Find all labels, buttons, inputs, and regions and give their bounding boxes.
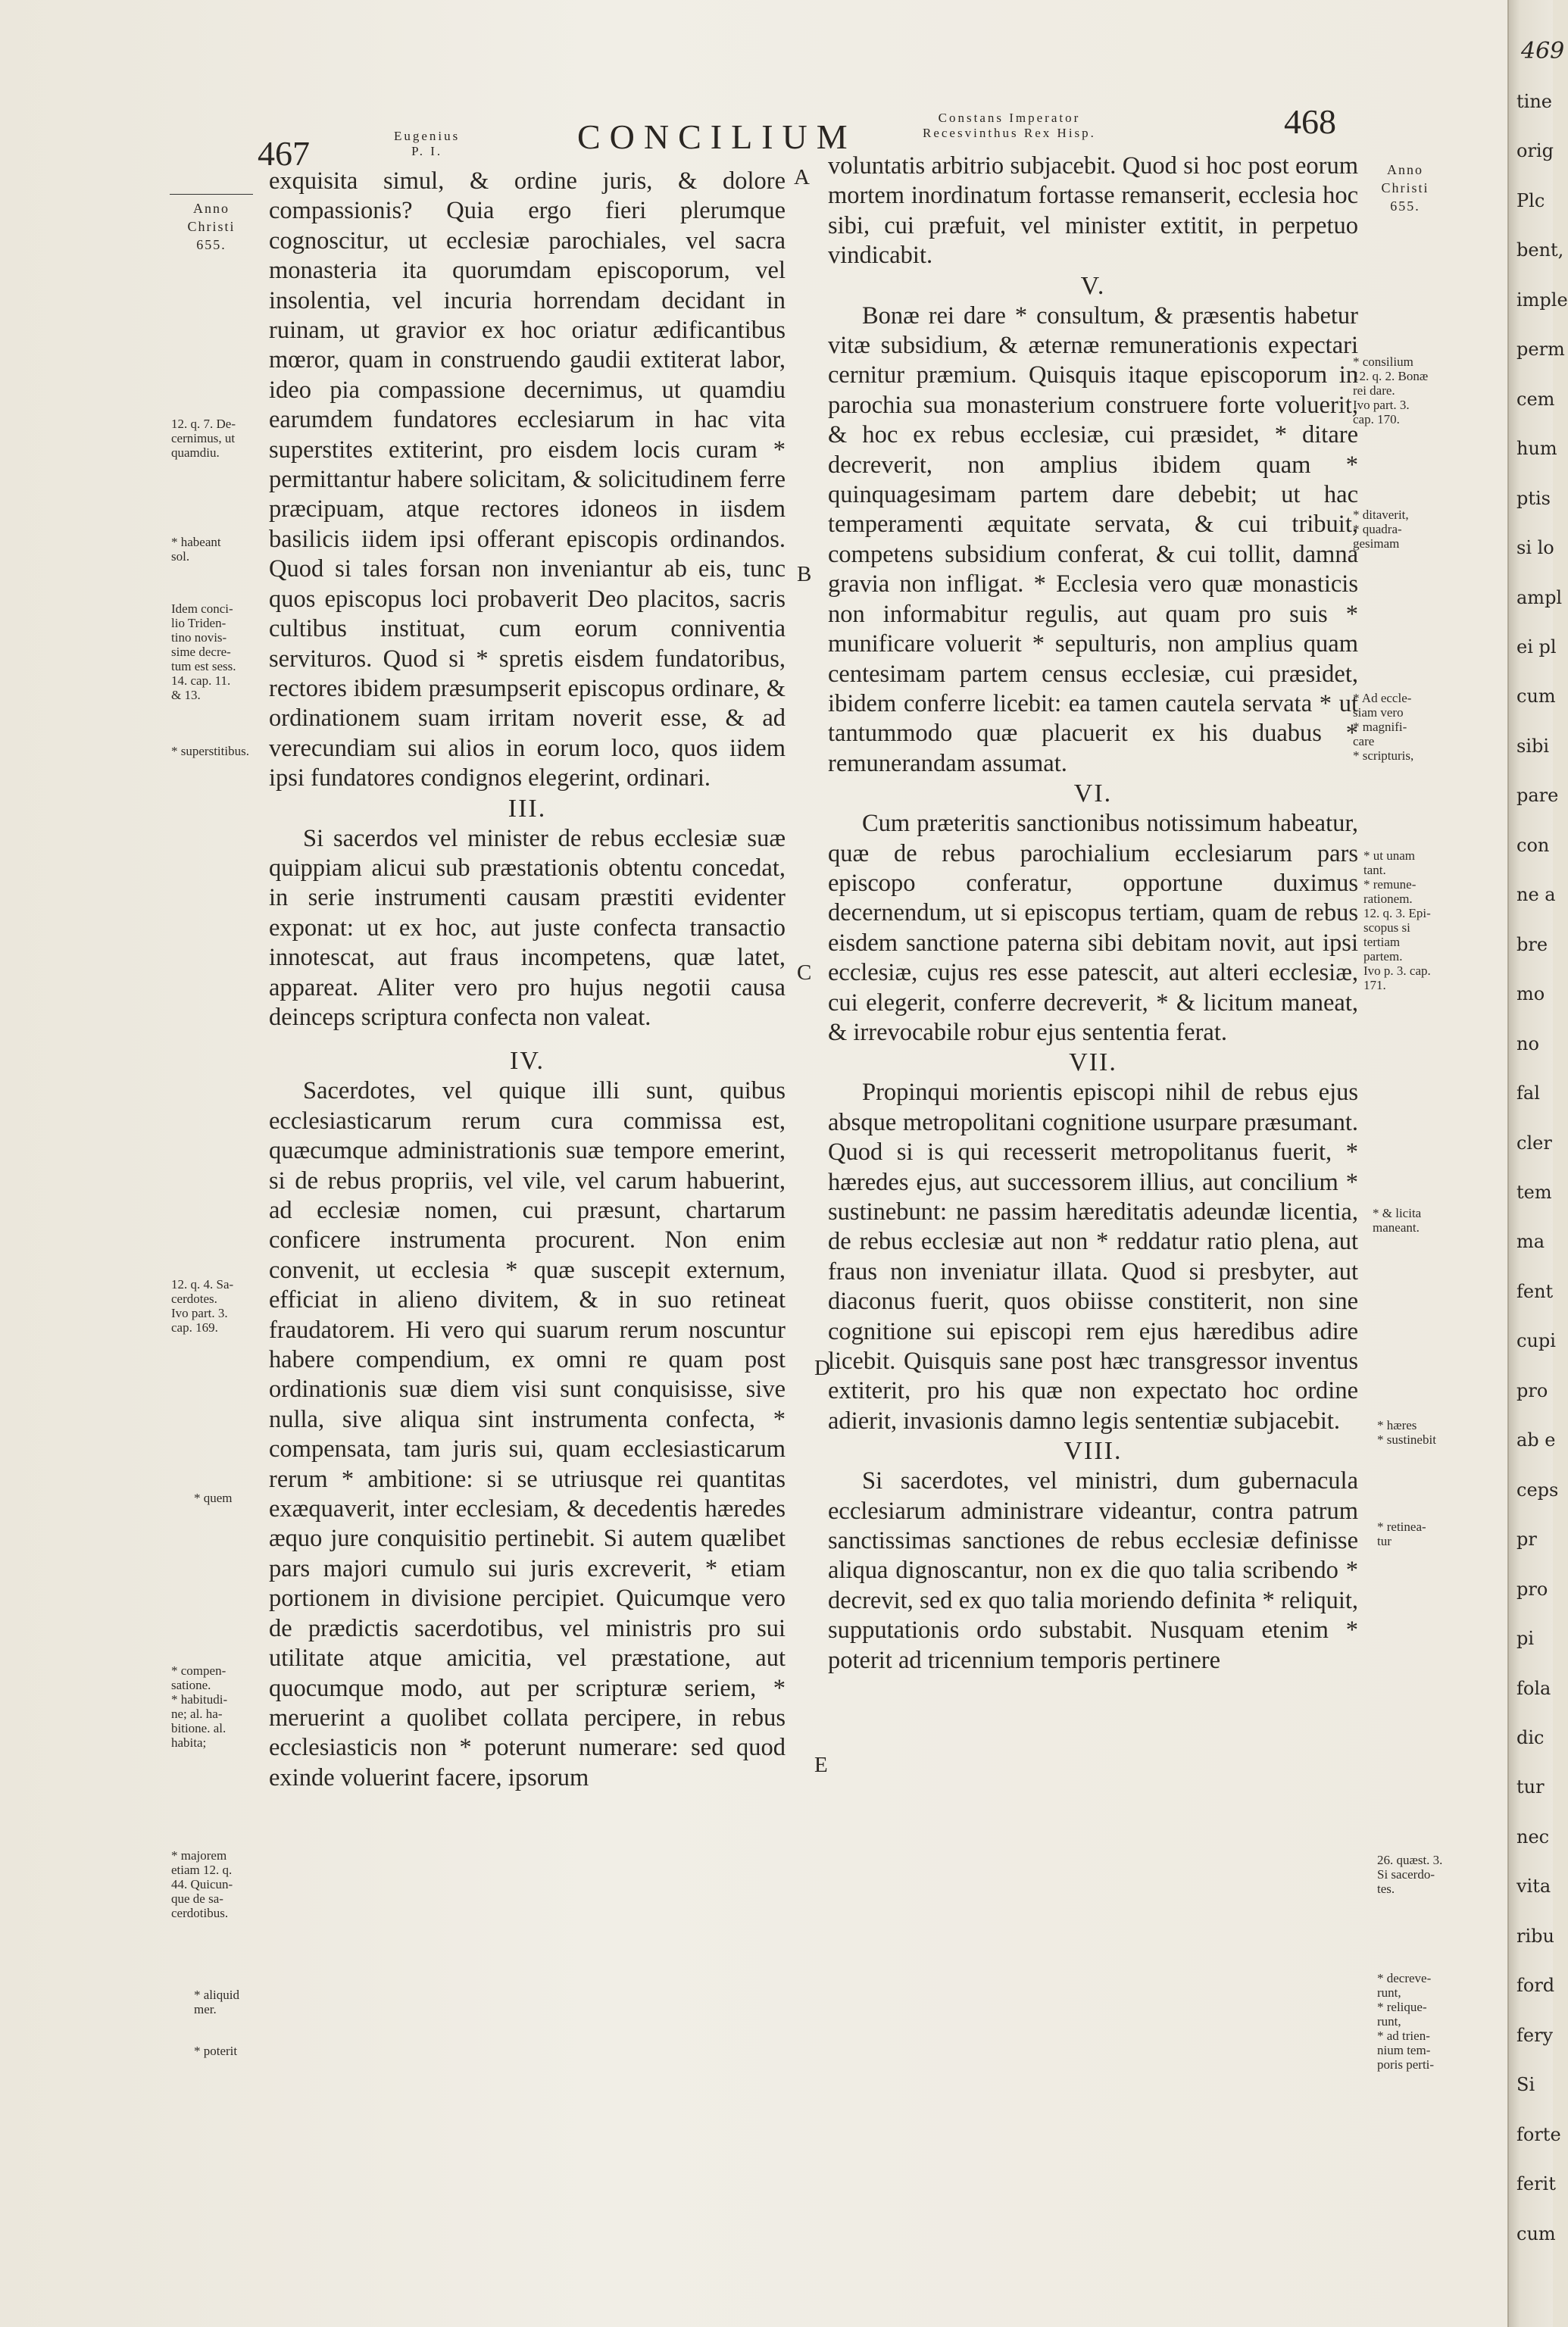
anno-year: 655.	[196, 237, 226, 252]
margin-note: 12. q. 7. De- cernimus, ut quamdiu.	[171, 417, 236, 460]
left-running-line1: Eugenius	[394, 129, 461, 143]
next-page-fragment: vita	[1516, 1876, 1551, 1897]
next-page-fragment: nec	[1516, 1826, 1550, 1848]
next-page-fragment: pro	[1516, 1380, 1548, 1401]
next-page-fragment: sibi	[1516, 736, 1550, 757]
margin-note: * ditaverit, * quadra- gesimam	[1353, 508, 1409, 551]
section-heading-vi: VI.	[1073, 779, 1113, 808]
next-page-fragment: no	[1516, 1033, 1539, 1054]
left-page-number: 467	[258, 134, 310, 173]
margin-letter-c: C	[797, 960, 812, 985]
next-page-fragment: dic	[1516, 1727, 1545, 1748]
margin-letter-d: D	[814, 1356, 830, 1380]
next-page-fragment: ab e	[1516, 1429, 1556, 1451]
margin-letter-b: B	[797, 562, 812, 586]
right-running-line1: Constans Imperator	[938, 111, 1081, 125]
margin-note: * consilium 12. q. 2. Bonæ rei dare. Ivo part. 3. cap. 170.	[1353, 355, 1429, 426]
paragraph-continued: exquisita simul, & ordine juris, & dolore compassionis? Quia ergo fieri plerumque cognoscitur, ut ecclesiæ parochiales, vel sacra monasteria ita quorumdam episcoporum, vel insolentia, vel incuria horrendam decidant in ruinam, ut gravior ex hoc oriatur ædificantibus mœror, quam in construendo gaudii extiterat labor, ideo pia compassione decernimus, ut quamdiu earumdem fundatores ecclesiarum in hac vita superstites extiterint, pro eisdem locis curam * permittantur habere solicitam, & solicitudinem ferre præcipuam, atque rectores idoneos in iisdem basilicis iidem ipsi offerant episcopis ordinandos. Quod si tales forsan non inveniantur ab eis, tunc quos episcopus loci probaverit Deo placitos, sacris cultibus instituat, cum eorum conniventia servituros. Quod si * spretis eisdem fundatoribus, rectores ibidem præsumpserit episcopus ordinare, & ordinationem suam irritam noverit esse, & ad verecundiam sui alios in eorum loco, quos iidem ipsi fundatores condignos elegerint, ordinari.	[269, 167, 786, 792]
anno-christi-left	[170, 194, 253, 254]
paragraph-vii: Propinqui morientis episcopi nihil de rebus ejus absque metropolitani cognitione usurpare præsumant. Quod si is qui recesserit metropolitanus fuerit, * hæredes ejus, aut successorem illius, aut concilium * sustinebunt: ne passim hæreditatis adeundæ licentia, de rebus ecclesiæ aut non * reddatur ratio plena, aut fraus non inveniatur illata. Quod si presbyter, aut diaconus fuerit, quos obiisse constiterit, non sine cognitione sui episcopi rem ejus hæredibus adire licebit. Quisquis sane post hæc transgressor inventus extiterit, pro his quæ non expectato hoc ordine adierit, invasionis damno legis sententiæ subjacebit.	[828, 1079, 1358, 1435]
margin-note: * retinea- tur	[1377, 1520, 1426, 1548]
margin-note: * hæres * sustinebit	[1377, 1418, 1436, 1447]
next-page-fragment: perm	[1516, 339, 1565, 360]
next-page-fragment: bent,	[1516, 239, 1564, 261]
next-page-fragment: mo	[1516, 983, 1545, 1004]
next-page-fragment: tine	[1516, 91, 1552, 112]
next-page-fragment: ribu	[1516, 1926, 1554, 1947]
anno-christi-right	[1363, 161, 1447, 215]
next-page-fragment: cupi	[1516, 1330, 1556, 1351]
next-page-fragment: ford	[1516, 1975, 1555, 1996]
margin-note: 12. q. 4. Sa- cerdotes. Ivo part. 3. cap. 169.	[171, 1277, 234, 1335]
margin-note: Idem conci- lio Triden- tino novis- sime decre- tum est sess. 14. cap. 11. & 13.	[171, 601, 236, 702]
margin-letter-a: A	[794, 165, 810, 189]
left-running-line2: P. I.	[411, 144, 443, 158]
next-page-fragment: pro	[1516, 1579, 1548, 1600]
next-page-fragment: fent	[1516, 1281, 1554, 1302]
anno-line1: Anno	[1387, 162, 1423, 177]
next-page-fragment: ptis	[1516, 488, 1551, 509]
right-column	[828, 151, 1358, 1676]
next-page-fragment: hum	[1516, 438, 1557, 459]
anno-line2: Christi	[187, 219, 236, 234]
margin-note: * aliquid mer.	[194, 1988, 239, 2016]
anno-rule	[170, 194, 253, 195]
margin-note: * Ad eccle- siam vero * magnifi- care * scripturis,	[1353, 691, 1414, 763]
margin-note: * compen- satione. * habitudi- ne; al. ha- bitione. al. habita;	[171, 1663, 228, 1750]
next-page-fragment: fal	[1516, 1082, 1540, 1104]
margin-note: * decreve- runt, * relique- runt, * ad trien- nium tem- poris perti-	[1377, 1971, 1435, 2072]
margin-note: * habeant sol.	[171, 535, 221, 564]
next-page-fragment: ne a	[1516, 884, 1556, 905]
right-page-number: 468	[1284, 102, 1336, 141]
next-page-fragment: imple	[1516, 289, 1568, 311]
next-page-fragment: ma	[1516, 1231, 1545, 1252]
margin-note: * quem	[194, 1491, 233, 1505]
margin-note: * ut unam tant. * remune- rationem. 12. q. 3. Epi- scopus si tertiam partem. Ivo p. 3. cap. 171.	[1363, 848, 1431, 992]
next-page-edge	[1507, 0, 1568, 2327]
left-column	[269, 167, 786, 1793]
margin-note: 26. quæst. 3. Si sacerdo- tes.	[1377, 1853, 1443, 1896]
paragraph-iv: Sacerdotes, vel quique illi sunt, quibus ecclesiasticarum rerum cura commissa est, quæcumque administrationis suæ tempore emerint, si de rebus propriis, vel vile, vel carum habuerint, ad ecclesiæ nomen, cui præsunt, chartarum conficere instrumenta procurent. Non enim convenit, ut ecclesia * quæ suscepit externum, efficiat in alieno divitem, & in suo retineat fraudatorem. Hi vero qui suarum rerum noscuntur habere compendium, ex omni re quam post ordinationis suæ diem visi sunt conquisisse, sive nulla, sive aliqua sint instrumenta confecta, * compensata, tam juris sui, quam ecclesiasticarum rerum * ambitione: si se utriusque rei quantitas exæquaverit, inter ecclesiam, & decedentis hæredes æquo jure conquisitio pertinebit. Si autem quælibet pars majori cumulo sui juris excreverit, * etiam portionem in divisione percipiet. Quicumque vero de prædictis sacerdotibus, vel ministris pro sui utilitate atque amicitia, vel præstatione, aut quocumque modo, aut per scripturæ seriem, * meruerint a quolibet collata percipere, in rebus ecclesiasticis non * poterunt numerare: sed quod exinde voluerint facere, ipsorum	[269, 1077, 786, 1791]
next-page-fragment: tem	[1516, 1182, 1552, 1203]
next-page-fragment: fola	[1516, 1678, 1551, 1699]
next-page-fragment: ferit	[1516, 2173, 1556, 2194]
next-page-fragment: si lo	[1516, 537, 1554, 558]
margin-letter-e: E	[814, 1753, 828, 1777]
paragraph-vi: Cum præteritis sanctionibus notissimum habeatur, quæ de rebus parochialium ecclesiarum pars episcopo conferatur, opportune duximus decernendum, ut si episcopus tertiam, quam de rebus eisdem sanctione paterna sibi debitam novit, aut ipsi ecclesiæ, cujus res esse patescit, aut alteri ecclesiæ, cui elegerit, conferre decreverit, * & licitum maneat, & irrevocabile robur ejus sententia ferat.	[828, 810, 1358, 1046]
right-running-line2: Recesvinthus Rex Hisp.	[923, 126, 1096, 140]
next-page-fragment: cum	[1516, 686, 1556, 707]
next-page-fragment: pare	[1516, 785, 1559, 806]
section-heading-viii: VIII.	[1064, 1437, 1123, 1466]
next-page-number: 469	[1521, 38, 1565, 64]
anno-year: 655.	[1390, 198, 1420, 214]
next-page-fragment: cem	[1516, 389, 1555, 410]
next-page-fragment: forte	[1516, 2124, 1561, 2145]
next-page-fragment: con	[1516, 835, 1550, 856]
paragraph-continued: voluntatis arbitrio subjacebit. Quod si hoc post eorum mortem inordinatum fortasse remanserit, ecclesia hoc sibi, cui præfuit, vel minister extitit, in perpetuo vindicabit.	[828, 152, 1358, 270]
left-running-head	[394, 129, 460, 159]
next-page-fragment: ei pl	[1516, 636, 1557, 657]
next-page-fragment: orig	[1516, 140, 1554, 161]
next-page-fragment: fery	[1516, 2025, 1554, 2046]
next-page-fragment: Plc	[1516, 190, 1545, 211]
anno-line1: Anno	[193, 201, 230, 216]
next-page-fragment: ampl	[1516, 587, 1563, 608]
running-title: CONCILIUM	[577, 117, 857, 156]
paragraph-viii: Si sacerdotes, vel ministri, dum gubernacula ecclesiarum administrare videantur, contra patrum sanctissimas sanctiones de rebus ecclesiæ definisse aliqua dignoscantur, non ex die quo talia scribendo * decrevit, sed ex quo talia moriendo definita * reliquit, supputationis ordo substabit. Nusquam etenim * poterit ad tricennium temporis pertinere	[828, 1467, 1358, 1674]
section-heading-vii: VII.	[1069, 1048, 1117, 1077]
next-page-fragment: Si	[1516, 2074, 1535, 2095]
paragraph-iii: Si sacerdos vel minister de rebus ecclesiæ suæ quippiam alicui sub præstationis obtentu concedat, in serie instrumenti causam præstiti evidenter exponat: ut ex hoc, aut juste confecta transactio innotescat, aut fraus incompetens, quæ latet, appareat. Aliter vero pro hujus negotii causa deinceps scriptura confecta non valeat.	[269, 824, 786, 1031]
next-page-fragment: pi	[1516, 1628, 1535, 1649]
margin-note: * poterit	[194, 2044, 238, 2058]
next-page-fragment: tur	[1516, 1776, 1545, 1798]
anno-line2: Christi	[1381, 180, 1429, 195]
next-page-fragment: ceps	[1516, 1479, 1559, 1501]
next-page-fragment: cler	[1516, 1132, 1552, 1154]
paragraph-v: Bonæ rei dare * consultum, & præsentis habetur vitæ subsidium, & æternæ remunerationis expectari cernitur præmium. Quisquis itaque episcoporum in parochia sua monasterium construere forte voluerit, & hoc ex rebus ecclesiæ, cui præsidet, * ditare decreverit, non amplius ibidem quam * quinquagesimam partem dare debebit; ut hac temperamenti æquitate servata, & cui tribuit, competens subsidium conferat, & cui tollit, damna gravia non infligat. * Ecclesia vero quæ monasticis non informabitur regulis, aut quam pro suis * munificare voluerit * sepulturis, non amplius quam centesimam partem census ecclesiæ, cui præsidet, ibidem conferre licebit: ea tamen cautela servata * ut tantummodo quæ placuerit ex his duabus * remunerandam assumat.	[828, 301, 1358, 777]
next-page-fragment: cum	[1516, 2223, 1556, 2244]
section-heading-v: V.	[1080, 271, 1106, 300]
next-page-fragment: bre	[1516, 934, 1548, 955]
right-running-head	[923, 111, 1096, 141]
margin-note: * & licita maneant.	[1373, 1206, 1422, 1235]
section-heading-iii: III.	[508, 794, 547, 823]
margin-note: * majorem etiam 12. q. 44. Quicun- que de sa- cerdotibus.	[171, 1848, 233, 1920]
next-page-fragment: pr	[1516, 1529, 1537, 1550]
margin-note: * superstitibus.	[171, 744, 249, 758]
section-heading-iv: IV.	[510, 1047, 545, 1076]
